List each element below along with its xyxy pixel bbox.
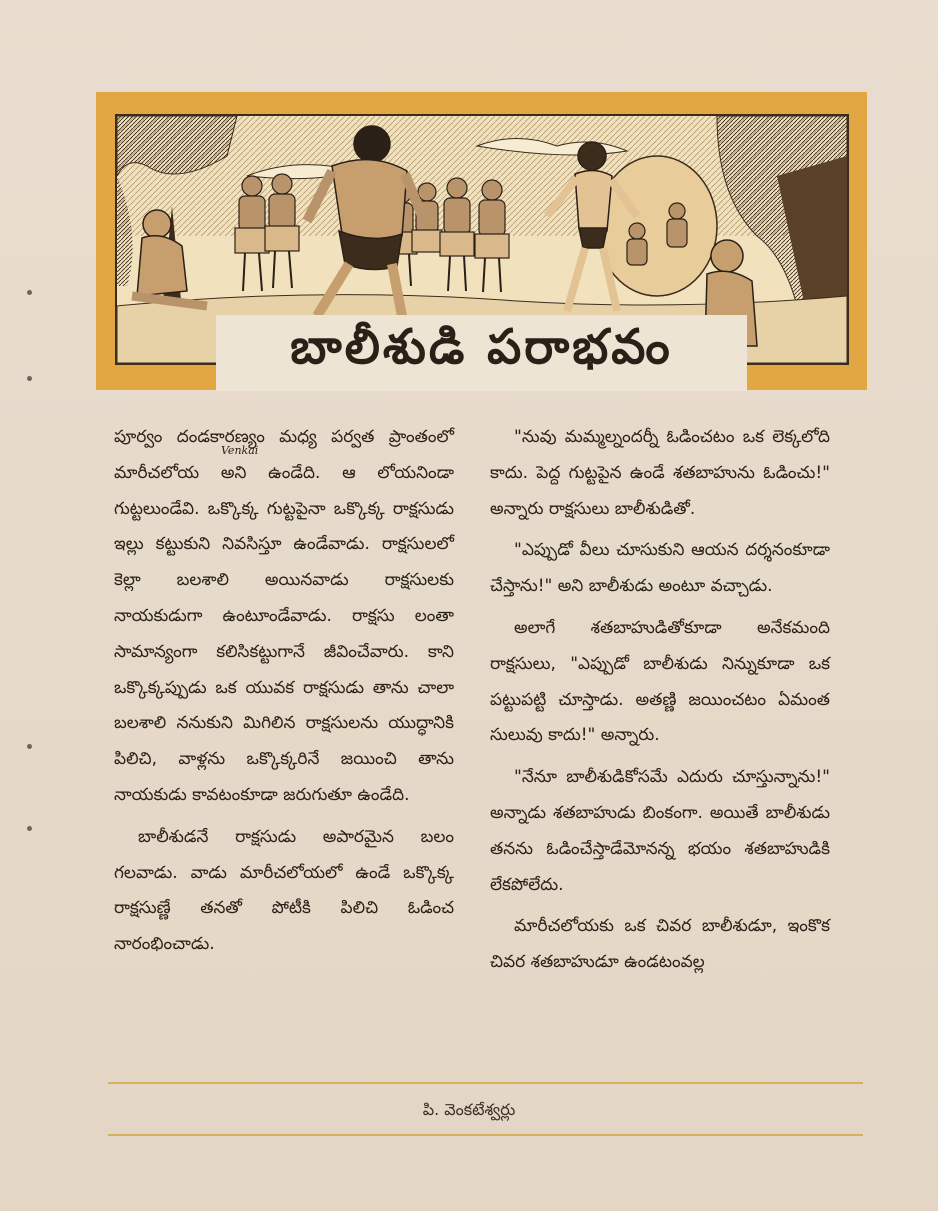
author-credit: పి. వెంకటేశ్వర్లు [422,1100,516,1119]
divider-rule [108,1134,863,1136]
paragraph: "నువు మమ్మల్నందర్నీ ఓడించటం ఒక లెక్కలోది కాదు. పెద్ద గుట్టపైన ఉండే శతబాహును ఓడించు!" అన్నారు రాక్షసులు బాలీశుడితో. [490,427,830,519]
story-title: బాలీశుడి పరాభవం [216,315,747,391]
text-column-left [114,420,454,969]
paragraph: పూర్వం దండకారణ్యం మధ్య పర్వత ప్రాంతంలో మారీచలోయ అని ఉండేది. ఆ లోయనిండా గుట్టలుండేవి. ఒక్కొక్క గుట్టపైనా ఒక్కొక్క రాక్షసుడు ఇల్లు కట్టుకుని నివసిస్తూ ఉండేవాడు. రాక్షసులలో కెల్లా బలశాలి అయినవాడు రాక్షసులకు నాయకుడుగా ఉంటూండేవాడు. రాక్షసు లంతా సామాన్యంగా కలిసికట్టుగానే జీవించేవారు. కాని ఒక్కొక్కప్పుడు ఒక యువక రాక్షసుడు తాను చాలా బలశాలి ననుకుని మిగిలిన రాక్షసులను యుద్ధానికి పిలిచి, వాళ్లను ఒక్కొక్కరినే జయించి తాను నాయకుడు కావటంకూడా జరుగుతూ ఉండేది. [114,427,454,805]
paragraph: "నేనూ బాలీశుడికోసమే ఎదురు చూస్తున్నాను!" అన్నాడు శతబాహుడు బింకంగా. అయితే బాలీశుడు తనను ఓడించేస్తాడేమోనన్న భయం శతబాహుడికి లేకపోలేదు. [490,767,830,895]
paragraph: మారీచలోయకు ఒక చివర బాలీశుడూ, ఇంకొక చివర శతబాహుడూ ఉండటంవల్ల [490,916,830,973]
divider-rule [108,1082,863,1084]
punch-hole-mark [27,376,32,381]
punch-hole-mark [27,744,32,749]
illustrator-signature: Venkai [221,444,259,457]
paragraph: బాలీశుడనే రాక్షసుడు అపారమైన బలం గలవాడు. వాడు మారీచలోయలో ఉండే ఒక్కొక్క రాక్షసుణ్ణే తనతో పోటీకి పిలిచి ఓడించ నారంభించాడు. [114,826,454,955]
paragraph: అలాగే శతబాహుడితోకూడా అనేకమంది రాక్షసులు, "ఎప్పుడో బాలీశుడు నిన్నుకూడా ఒక పట్టుపట్టి చూస్తాడు. అతణ్ణి జయించటం ఏమంత సులువు కాదు!" అన్నారు. [490,617,830,746]
paragraph: "ఎప్పుడో వీలు చూసుకుని ఆయన దర్శనంకూడా చేస్తాను!" అని బాలీశుడు అంటూ వచ్చాడు. [490,540,830,597]
punch-hole-mark [27,290,32,295]
punch-hole-mark [27,826,32,831]
text-column-right [490,420,830,987]
title-banner [96,92,867,457]
